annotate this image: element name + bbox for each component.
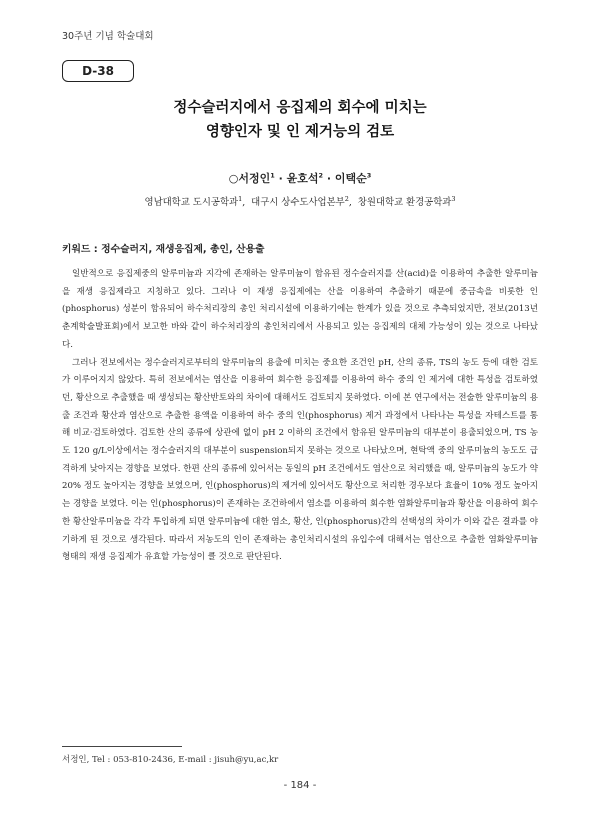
body-paragraph: 그러나 전보에서는 정수슬러지로부터의 알루미늄의 용출에 미치는 중요한 조건인 pH, 산의 종류, TS의 농도 등에 대한 검토가 이루어지지 않았다. 특히 전보에서는 염산을 이용하여 회수한 응집제를 이용하여 하수 중의 인 제거에 대한 특성을 검토하였던, 황산으로 추출했을 때 생성되는 황산반토와의 차이에 대해서도 검토되지 못하였다. 이에 본 연구에서는 전술한 알루미늄의 용출 조건과 황산과 염산으로 추출한 용액을 이용하여 하수 중의 인(phosphorus) 제거 과정에서 나타나는 특성을 자테스트를 통해 비교·검토하였다. 검토한 산의 종류에 상관에 없이 pH 2 이하의 조건에서 함유된 알루미늄의 대부분이 용출되었으며, TS 농도 120 g/L이상에서는 정수슬러지의 대부분이 suspension되지 못하는 것으로 나타났으며, 현탁액 중의 알루미늄의 농도도 급격하게 낮아지는 경향을 보였다. 한편 산의 종류에 있어서는 동일의 pH 조건에서도 염산으로 처리했을 때, 알루미늄의 농도가 약 20% 정도 높아지는 경향을 보였으며, 인(phosphorus)의 제거에 있어서도 황산으로 처리한 경우보다 효율이 10% 정도 높아지는 경향을 보였다. 이는 인(phosphorus)이 존재하는 조건하에서 염소를 이용하여 회수한 염화알루미늄과 황산을 이용하여 회수한 황산알루미늄을 각각 투입하게 되면 알루미늄에 대한 염소, 황산, 인(phosphorus)간의 선택성의 차이가 이와 같은 결과를 야기하게 된 것으로 생각된다. 따라서 저농도의 인이 존재하는 총인처리시설의 유입수에 대해서는 염산으로 추출한 염화알루미늄 형태의 재생 응집제가 유효할 가능성이 클 것으로 판단된다. [62, 357, 538, 563]
paper-title-line1: 정수슬러지에서 응집제의 회수에 미치는 [173, 100, 427, 116]
author-list [0, 170, 600, 186]
author-sup: 2 [318, 171, 324, 180]
footnote-divider [62, 746, 182, 747]
page-number: - 184 - [283, 780, 317, 791]
author-name: 윤호석 [286, 172, 319, 185]
affiliation-name: 창원대학교 환경공학과 [357, 197, 452, 208]
keywords-label: 키워드 : [62, 244, 102, 255]
author-sup: 1 [270, 171, 275, 180]
author-name: 이택순 [334, 172, 367, 185]
affiliation-name: 영남대학교 도시공학과 [144, 197, 239, 208]
abstract-body [62, 266, 538, 567]
author-sup: 3 [366, 171, 372, 180]
affiliation-sup: 2 [344, 194, 349, 203]
keywords-text: 정수슬러지, 재생응집제, 총인, 산용출 [101, 244, 265, 255]
author-name: 서정인 [238, 172, 271, 185]
presenter-mark: ○ [228, 172, 239, 185]
conference-header: 30주년 기념 학술대회 [62, 31, 154, 42]
author-separator: · [274, 172, 287, 185]
body-paragraph: 일반적으로 응집제중의 알루미늄과 지각에 존재하는 알루미늄이 함유된 정수슬러지를 산(acid)을 이용하여 추출한 알루미늄을 재생 응집제라고 지칭하고 있다. 그러나 이 재생 응집제에는 산을 이용하여 추출하기 때문에 중금속을 비롯한 인(phosphorus) 성분이 함유되어 하수처리장의 총인 처리시설에 이용하기에는 한계가 있을 것으로 추측되었지만, 전보(2013년 춘계학술발표회)에서 보고한 바와 같이 하수처리장의 총인처리에서 사용되고 있는 응집제의 대체 가능성이 있는 것으로 나타났다. [62, 269, 538, 350]
author-separator: · [323, 172, 335, 185]
abstract-code-badge: D-38 [62, 60, 134, 82]
footnote-contact: 서정인, Tel : 053-810-2436, E-mail : jisuh@yu,ac,kr [62, 755, 279, 765]
affiliation-sup: 1 [238, 194, 243, 203]
affiliation-name: 대구시 상수도사업본부 [251, 197, 345, 208]
affiliation-sup: 3 [451, 194, 456, 203]
keywords [62, 241, 265, 255]
affiliation-list: 영남대학교 도시공학과$^1$, 대구시 상수도사업본부$^2$, 창원대학교 환경공학과$^3$ [144, 194, 456, 208]
paper-title-line2: 영향인자 및 인 제거능의 검토 [205, 124, 395, 140]
